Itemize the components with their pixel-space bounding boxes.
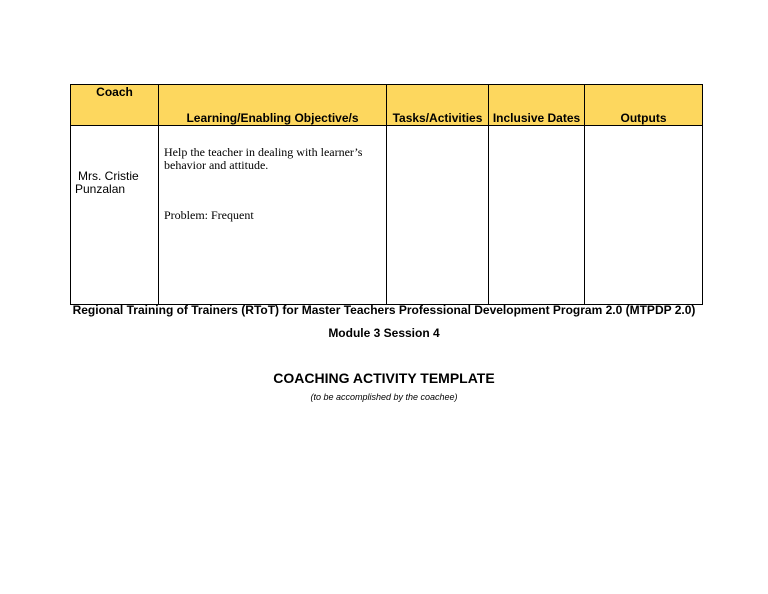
header-dates: Inclusive Dates xyxy=(489,85,585,126)
coach-name xyxy=(71,126,158,196)
module-title: Module 3 Session 4 xyxy=(328,326,440,340)
template-note: (to be accomplished by the coachee) xyxy=(310,392,458,402)
objective-text xyxy=(159,126,386,222)
objective-line1: Help the teacher in dealing with learner’s xyxy=(164,145,363,159)
coach-name-line2: Punzalan xyxy=(75,182,126,196)
problem-text: Problem: Frequent xyxy=(164,208,254,222)
header-tasks: Tasks/Activities xyxy=(387,85,489,126)
table-row xyxy=(71,126,703,305)
cell-outputs[interactable] xyxy=(585,126,703,305)
coach-name-line1: Mrs. Cristie xyxy=(78,169,139,183)
table-header-row xyxy=(71,85,703,126)
cell-objectives[interactable] xyxy=(159,126,387,305)
cell-coach[interactable] xyxy=(71,126,159,305)
header-objectives: Learning/Enabling Objective/s xyxy=(159,85,387,126)
program-title: Regional Training of Trainers (RToT) for Master Teachers Professional Development Program 2.0 (MTPDP 2.0) xyxy=(72,303,696,317)
cell-dates[interactable] xyxy=(489,126,585,305)
header-coach: Coach xyxy=(71,85,159,126)
cell-tasks[interactable] xyxy=(387,126,489,305)
document-header xyxy=(0,302,768,402)
coaching-activity-table xyxy=(70,84,703,305)
objective-line2: behavior and attitude. xyxy=(164,158,269,172)
header-outputs: Outputs xyxy=(585,85,703,126)
template-title: COACHING ACTIVITY TEMPLATE xyxy=(273,370,495,386)
